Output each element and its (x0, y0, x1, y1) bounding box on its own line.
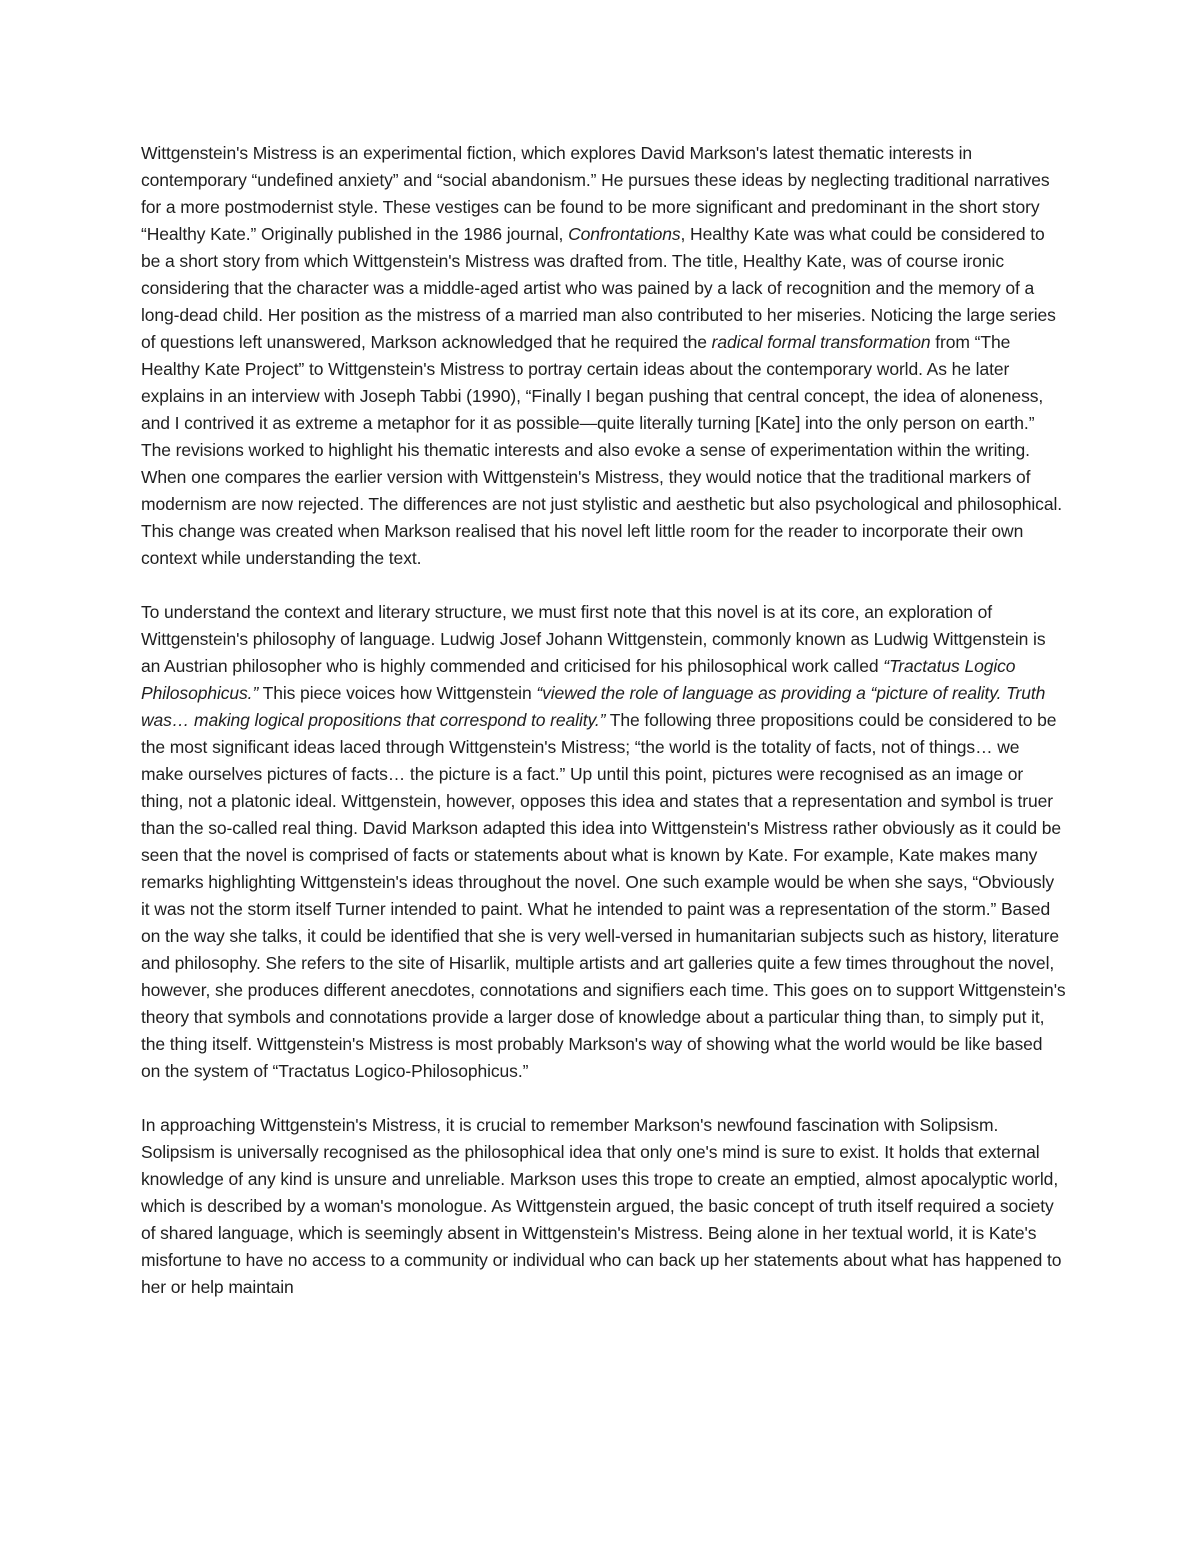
italic-phrase: radical formal transformation (711, 332, 931, 352)
italic-work-title: “Tractatus Logico Philosophicus.” (141, 656, 1016, 703)
text-run: To understand the context and literary structure, we must first note that this novel is at its core, an exploration of Wittgenstein's philosophy of language. Ludwig Josef Johann Wittgenstein, commonly known as Ludwig Wittgenstein is an Austrian philosopher who is highly commended and criticised for his philosophical work called (141, 602, 1046, 676)
italic-quote: “viewed the role of language as providing a “picture of reality. Truth was… making logical propositions that correspond to reality.” (141, 683, 1046, 730)
text-run: The following three propositions could be considered to be the most significant ideas laced through Wittgenstein's Mistress; “the world is the totality of facts, not of things… we make ourselves pictures of facts… the picture is a fact.” Up until this point, pictures were recognised as an image or thing, not a platonic ideal. Wittgenstein, however, opposes this idea and states that a representation and symbol is truer than the so-called real thing. David Markson adapted this idea into Wittgenstein's Mistress rather obviously as it could be seen that the novel is comprised of facts or statements about what is known by Kate. For example, Kate makes many remarks highlighting Wittgenstein's ideas throughout the novel. One such example would be when she says, “Obviously it was not the storm itself Turner intended to paint. What he intended to paint was a representation of the storm.” Based on the way she talks, it could be identified that she is very well-versed in humanitarian subjects such as history, literature and philosophy. She refers to the site of Hisarlik, multiple artists and art galleries quite a few times throughout the novel, however, she produces different anecdotes, connotations and signifiers each time. This goes on to support Wittgenstein's theory that symbols and connotations provide a larger dose of knowledge about a particular thing than, to simply put it, the thing itself. Wittgenstein's Mistress is most probably Markson's way of showing what the world would be like based on the system of “Tractatus Logico-Philosophicus.” (141, 710, 1066, 1081)
text-run: , Healthy Kate was what could be considered to be a short story from which Wittgenstein's Mistress was drafted from. The title, Healthy Kate, was of course ironic considering that the character was a middle-aged artist who was pained by a lack of recognition and the memory of a long-dead child. Her position as the mistress of a married man also contributed to her miseries. Noticing the large series of questions left unanswered, Markson acknowledged that he required the (141, 224, 1056, 352)
text-run: This piece voices how Wittgenstein (258, 683, 537, 703)
text-run: from “The Healthy Kate Project” to Wittgenstein's Mistress to portray certain ideas about the contemporary world. As he later explains in an interview with Joseph Tabbi (1990), “Finally I began pushing that central concept, the idea of aloneness, and I contrived it as extreme a metaphor for it as possible—quite literally turning [Kate] into the only person on earth.” The revisions worked to highlight his thematic interests and also evoke a sense of experimentation within the writing. When one compares the earlier version with Wittgenstein's Mistress, they would notice that the traditional markers of modernism are now rejected. The differences are not just stylistic and aesthetic but also psychological and philosophical. This change was created when Markson realised that his novel left little room for the reader to incorporate their own context while understanding the text. (141, 332, 1063, 568)
paragraph-2 (141, 599, 1066, 1085)
paragraph-3 (141, 1112, 1066, 1301)
document-body (141, 140, 1066, 1301)
paragraph-1 (141, 140, 1066, 572)
text-run: In approaching Wittgenstein's Mistress, it is crucial to remember Markson's newfound fascination with Solipsism. Solipsism is universally recognised as the philosophical idea that only one's mind is sure to exist. It holds that external knowledge of any kind is unsure and unreliable. Markson uses this trope to create an emptied, almost apocalyptic world, which is described by a woman's monologue. As Wittgenstein argued, the basic concept of truth itself required a society of shared language, which is seemingly absent in Wittgenstein's Mistress. Being alone in her textual world, it is Kate's misfortune to have no access to a community or individual who can back up her statements about what has happened to her or help maintain (141, 1115, 1062, 1297)
italic-journal-title: Confrontations (568, 224, 681, 244)
text-run: Wittgenstein's Mistress is an experimental fiction, which explores David Markson's latest thematic interests in contemporary “undefined anxiety” and “social abandonism.” He pursues these ideas by neglecting traditional narratives for a more postmodernist style. These vestiges can be found to be more significant and predominant in the short story “Healthy Kate.” Originally published in the 1986 journal, (141, 143, 1050, 244)
